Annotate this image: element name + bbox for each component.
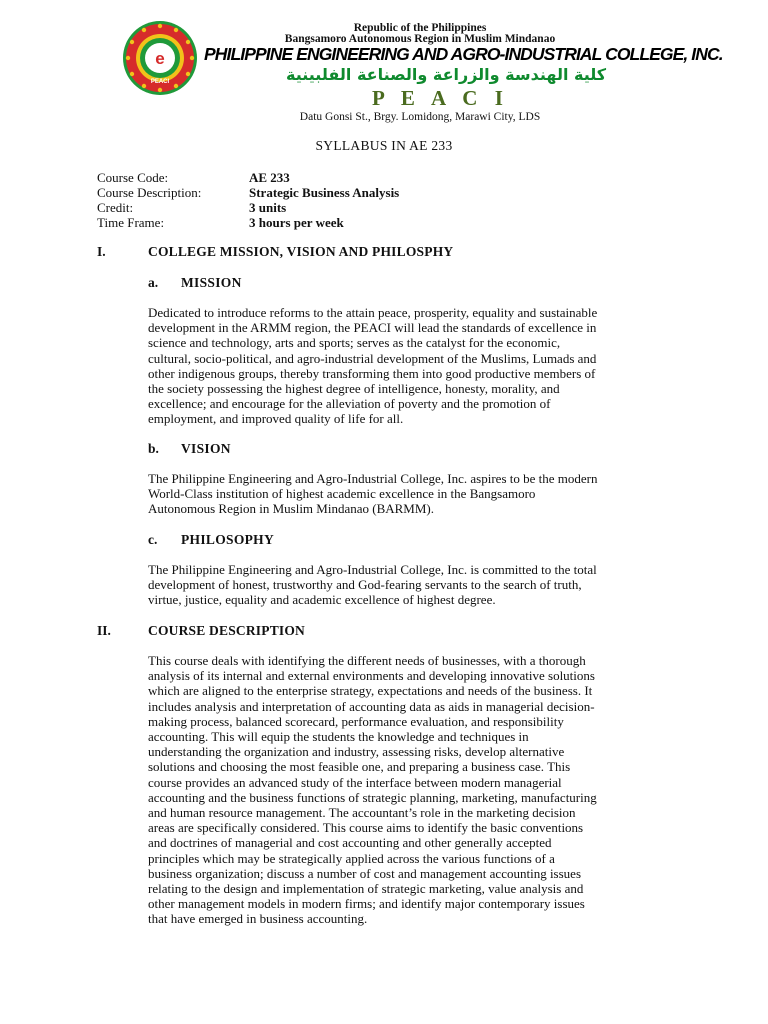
header-address: Datu Gonsi St., Brgy. Lomidong, Marawi City, LDS — [299, 111, 541, 123]
paragraph-line: includes analysis and interpretation of accounting data as aids in managerial decision- — [148, 698, 595, 714]
section-number: II. — [97, 623, 111, 638]
paragraph-line: other management models in modern firms; and identify major contemporary issues — [148, 896, 585, 912]
mission-paragraph — [148, 305, 673, 427]
section-number: I. — [97, 244, 106, 259]
paragraph-line: and human resource management. The accountant’s role in the marketing decision — [148, 805, 576, 821]
paragraph-line: business organization; discuss a number of cost and management accounting issues — [148, 865, 581, 881]
paragraph-line: The Philippine Engineering and Agro-Industrial College, Inc. aspires to be the modern — [148, 471, 598, 486]
paragraph-line: cultural, socio-political, and agro-industrial development of the Muslims, Lumads and — [148, 350, 597, 366]
subsection-letter: a. — [148, 275, 159, 290]
vision-paragraph — [148, 471, 673, 517]
paragraph-line: employment, and improved quality of life for all. — [148, 411, 404, 427]
paragraph-line: Dedicated to introduce reforms to the attain peace, prosperity, equality and sustainable — [148, 305, 598, 320]
paragraph-line: Autonomous Region in Muslim Mindanao (BARMM). — [148, 501, 435, 517]
credit-label: Credit: — [97, 200, 134, 215]
paragraph-line: the society possessing the highest degree of intelligence, honesty, morality, and — [148, 381, 560, 397]
paragraph-line: virtue, justice, equality and academic excellence of highest degree. — [148, 592, 496, 608]
paragraph-line: that have emerged in business accounting. — [148, 911, 368, 927]
paragraph-line: relating to the design and implementation of strategic marketing, value analysis and — [148, 881, 584, 897]
header-republic: Republic of the Philippines — [353, 22, 487, 34]
course-code-label: Course Code: — [97, 170, 169, 185]
paragraph-line: development in the ARMM region, the PEACI will lead the standards of excellence in — [148, 320, 597, 336]
philosophy-paragraph — [148, 562, 673, 608]
course-description-label: Course Description: — [97, 185, 202, 200]
subsection-title-mission: MISSION — [181, 275, 242, 290]
section-title: COLLEGE MISSION, VISION AND PHILOSPHY — [148, 244, 454, 259]
header-college-name: PHILIPPINE ENGINEERING AND AGRO-INDUSTRIAL COLLEGE, INC. — [204, 44, 723, 64]
paragraph-line: World-Class institution of highest academic excellence in the Bangsamoro — [148, 486, 536, 502]
course-description-value: Strategic Business Analysis — [249, 185, 400, 200]
paragraph-line: solutions and choosing the most feasible one, and preparing a business case. This — [148, 759, 571, 775]
paragraph-line: other indigenous groups, thereby transforming them into good productive members of — [148, 365, 596, 381]
section-title: COURSE DESCRIPTION — [148, 623, 306, 638]
subsection-letter: b. — [148, 441, 159, 456]
paragraph-line: science and technology, arts and sports; serves as the catalyst for the economic, — [148, 335, 561, 351]
header-region: Bangsamoro Autonomous Region in Muslim Mindanao — [284, 33, 556, 45]
paragraph-line: course provides an advanced study of the interface between modern managerial — [148, 774, 562, 790]
paragraph-line: areas are specifically considered. This course aims to identify the basic conventions — [148, 820, 584, 836]
paragraph-line: The Philippine Engineering and Agro-Industrial College, Inc. is committed to the total — [148, 562, 597, 577]
paragraph-line: principles which may be strategically applied across the various functions of a — [148, 850, 555, 866]
logo-text: PEACI — [150, 79, 170, 85]
subsection-title-philosophy: PHILOSOPHY — [181, 532, 275, 547]
course-description-paragraph — [148, 653, 673, 927]
header-college-name-arabic: كلية الهندسة والزراعة والصناعة الفلبينية — [286, 65, 607, 84]
time-frame-label: Time Frame: — [97, 215, 165, 230]
paragraph-line: accounting and the business functions of strategic planning, marketing, manufacturing — [148, 789, 597, 805]
subsection-title-vision: VISION — [181, 441, 231, 456]
course-code-value: AE 233 — [249, 170, 290, 185]
subsection-letter: c. — [148, 532, 158, 547]
paragraph-line: This course deals with identifying the different needs of businesses, with a thorough — [148, 653, 586, 668]
paragraph-line: accounting. This will equip the students the knowledge and techniques in — [148, 729, 529, 745]
time-frame-value: 3 hours per week — [249, 215, 344, 230]
paragraph-line: understanding the organization and industry, assessing risks, develop alternative — [148, 744, 565, 760]
paragraph-line: and doctrines of managerial and cost accounting and other generally accepted — [148, 835, 552, 851]
paragraph-line: excellence; and encourage for the alleviation of poverty and the promotion of — [148, 396, 551, 412]
header-abbreviation: P E A C I — [372, 86, 509, 110]
paragraph-line: making process, balanced scorecard, performance evaluation, and responsibility — [148, 713, 564, 729]
paragraph-line: analysis of its internal and external environments and developing innovative solutions — [148, 668, 595, 684]
document-title: SYLLABUS IN AE 233 — [315, 138, 453, 153]
credit-value: 3 units — [249, 200, 287, 215]
svg-text:e: e — [155, 49, 165, 68]
paragraph-line: which are aligned to the enterprise strategy, expectations and needs of the business. It — [148, 683, 593, 699]
paragraph-line: development of honest, trustworthy and God-fearing servants to the search of truth, — [148, 577, 582, 593]
